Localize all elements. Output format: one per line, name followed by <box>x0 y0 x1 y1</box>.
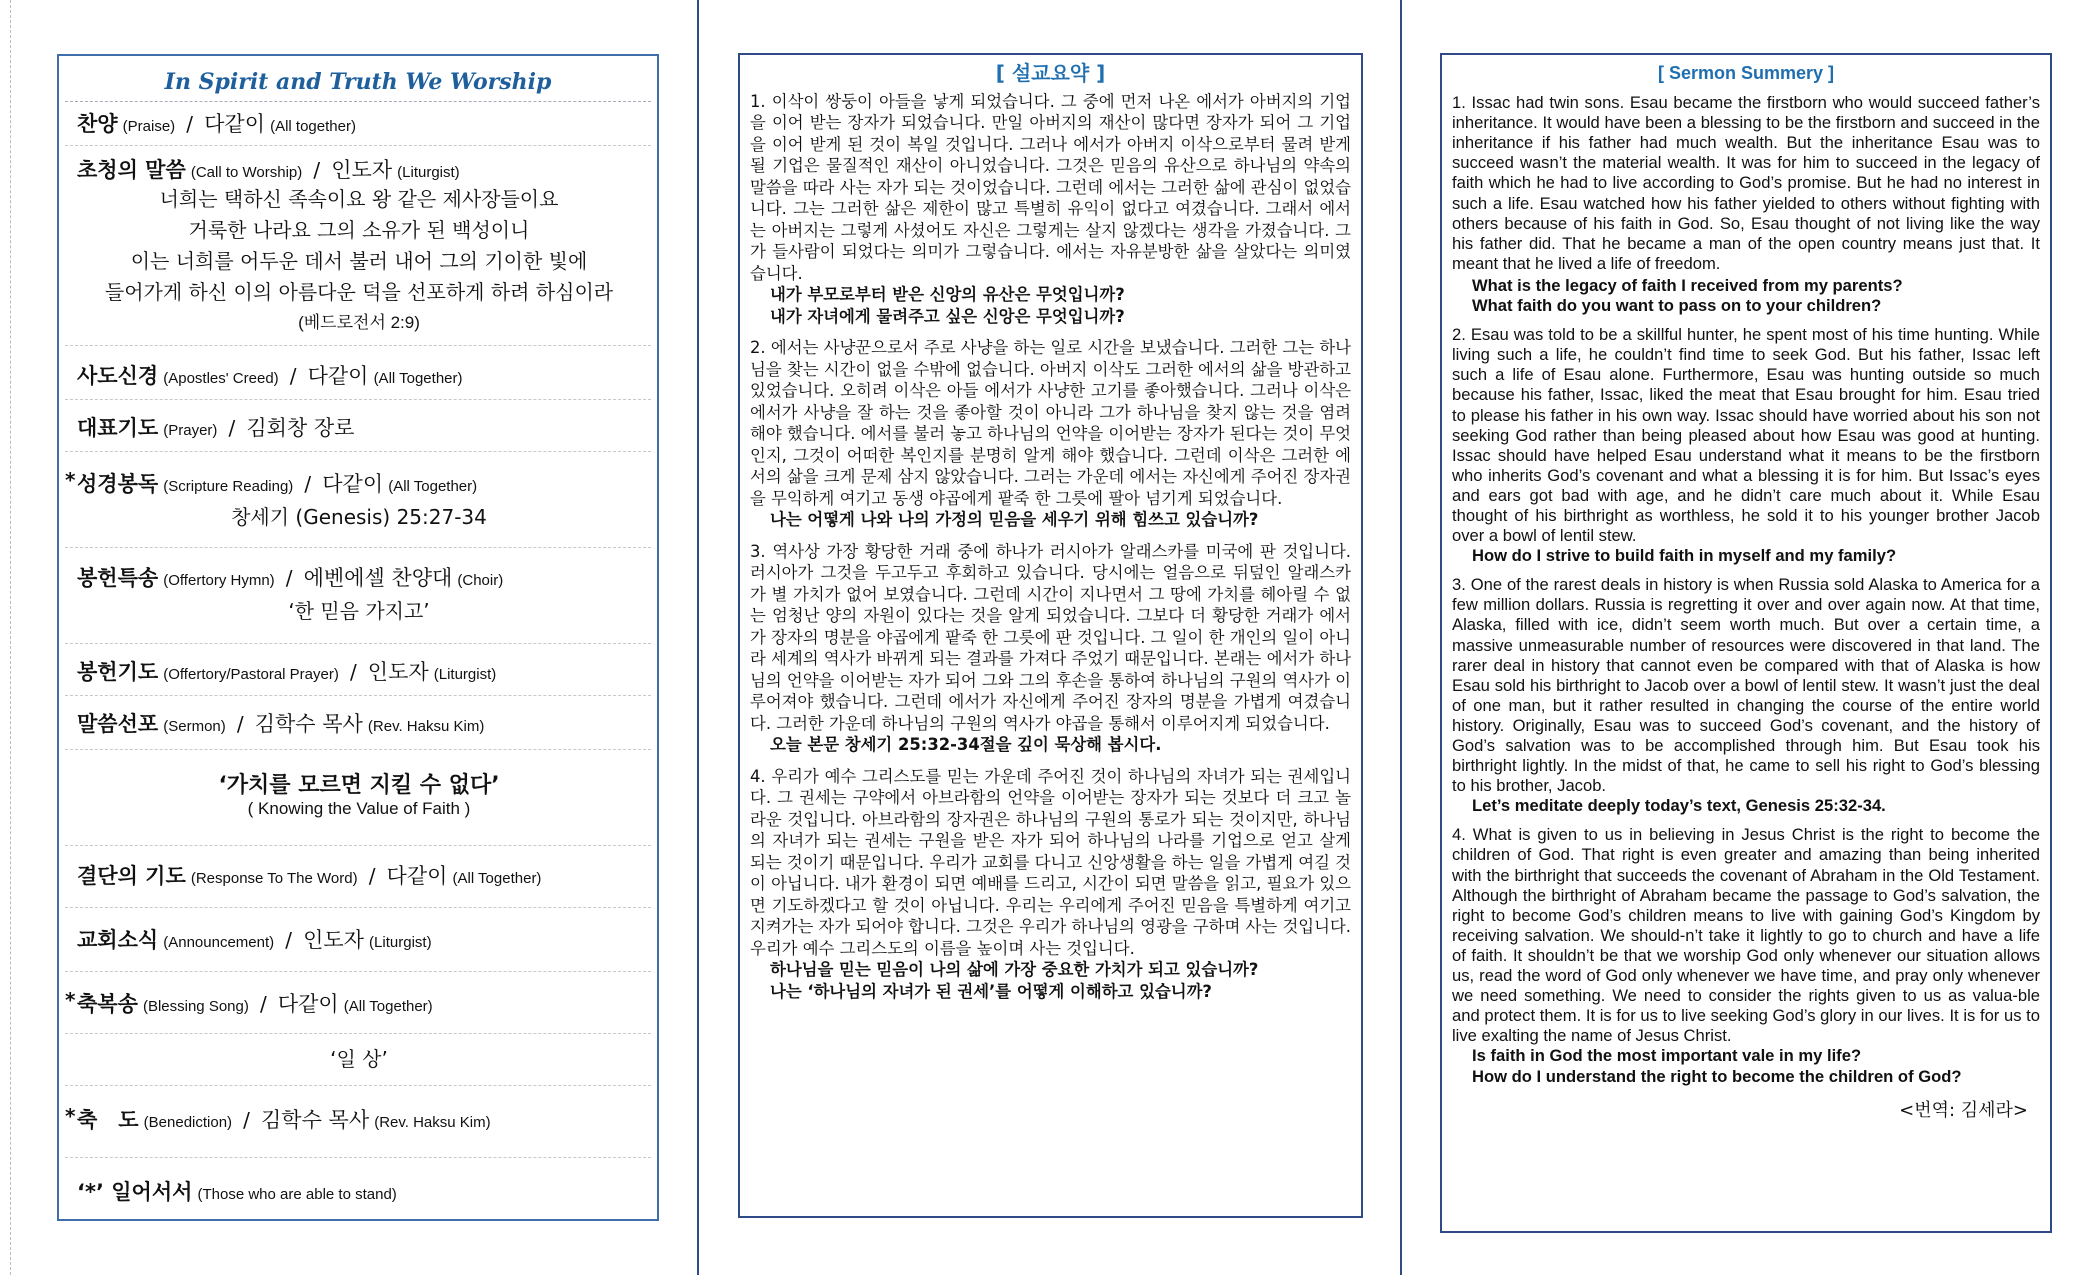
item-name: 찬양 <box>77 112 118 136</box>
item-name: 사도신경 <box>77 364 159 388</box>
item-leader: 다같이 <box>386 864 448 888</box>
reflection-question: What faith do you want to pass on to your children? <box>1472 296 1882 316</box>
sermon-title-block <box>65 750 651 846</box>
item-leader: 에벤에셀 찬양대 <box>303 566 453 590</box>
stand-marker: * <box>65 988 76 1012</box>
item-name: 축복송 <box>77 992 138 1016</box>
summary-title: [ Sermon Summery ] <box>1657 63 1835 83</box>
summary-paragraph: 2. Esau was told to be a skillful hunter, he spent most of his time hunting. While living such a life, he couldn’t find time to seek God. But his father, Issac left such a life of Esau alone. Furthermore, Esau was hunting outside so much because his father, Issac, liked the meat that Esau brought for him. Esau tried to please his father in his own way. Issac should have worried about his son not seeking God rather than being pleased about how Esau was good at hunting. Issac should have helped Esau understand what it means to be the firstborn who inherits God’s covenant and what a blessing it is for him. But Issac’s eyes and ears got bad with age, and he didn’t care much about it. While Esau thought of his birthright as worthless, he sold it to his younger brother Jacob over a bowl of lentil stew. <box>1452 325 2040 546</box>
sermon-title-en: ( Knowing the Value of Faith ) <box>247 799 471 818</box>
item-name-en: (Prayer) <box>163 422 218 439</box>
separator: / <box>259 992 267 1016</box>
reflection-question: 내가 부모로부터 받은 신앙의 유산은 무엇입니까? <box>770 285 1125 304</box>
item-name-en: (Call to Worship) <box>190 164 303 181</box>
order-of-worship <box>57 54 659 1221</box>
item-name-en: (Benediction) <box>143 1114 233 1131</box>
summary-paragraph: 2. 에서는 사냥꾼으로서 주로 사냥을 하는 일로 시간을 보냈습니다. 그러한 그는 하나님을 찾는 시간이 없을 수밖에 없습니다. 아버지 이삭도 그러한 에서의 삶을 방관하고 있었습니다. 오히려 이삭은 아들 에서가 사냥한 고기를 좋아했습니다. 그러나 이삭은 에서가 사냥을 잘 하는 것을 좋아할 것이 아니라 그가 하나님을 찾지 않는 것을 염려해야 했습니다. 에서를 불러 놓고 하나님의 언약을 이어받는 장자가 된다는 것이 무엇인지, 그것이 어떠한 복인지를 분명히 알게 해야 했습니다. 그런데 이삭은 그러한 에서의 삶을 크게 문제 삼지 않았습니다. 그러는 가운데 에서는 자신에게 주어진 장자권을 무익하게 여기고 동생 야곱에게 팥죽 한 그릇에 팔아 넘기게 되었습니다. <box>750 338 1351 508</box>
item-name: 봉헌기도 <box>77 660 159 684</box>
order-item-announcement <box>65 908 651 972</box>
item-leader-en: (Choir) <box>457 572 504 589</box>
order-item-prayer <box>65 400 651 452</box>
item-name: 축 도 <box>77 1108 139 1132</box>
item-name-en: (Announcement) <box>163 934 275 951</box>
order-item-praise <box>65 102 651 146</box>
item-leader: 인도자 <box>367 660 429 684</box>
summary-paragraph: 4. What is given to us in believing in Jesus Christ is the right to become the children of God. That right is even greater and amazing than being inherited with the birthright that succeeds the covenant of Abraham in the Old Testament. Although the birthright of Abraham became the passage to God’s salvation, the right to become God’s children means to live with gaining God’s Kingdom by receiving salvation. We should-n’t take it lightly to go to church and have a life of faith. It shouldn’t be that we worship God only whenever our situation allows us, read the word of God only whenever we have time, and pray only whenever we need something. We need to consider the rights given to us as valua-ble and protect them. It is for us to live seeking God’s glory in our lives. It is for us to live exalting the name of Jesus Christ. <box>1452 825 2040 1046</box>
scripture-reference: (베드로전서 2:9) <box>298 313 420 332</box>
item-leader-en: (All together) <box>270 118 356 135</box>
item-name-en: (Offertory Hymn) <box>163 572 275 589</box>
separator: / <box>285 928 292 952</box>
order-item-scripture-reading <box>65 452 651 548</box>
blessing-song-title <box>65 1034 651 1086</box>
summary-paragraph: 1. Issac had twin sons. Esau became the firstborn who would succeed father’s inheritance. It would have been a blessing to be the firstborn and succeed in the inheritance if his father had much wealth. But the inheritance Esau was to succeed wasn’t the material wealth. It was for him to succeed in the legacy of faith which he had to live according to God’s promise. But he had no interest in such a life. Esau watched how his father yielded to others without fighting with others because of his faith in God. So, Esau thought of not living like the way his father did. That he became a man of the open country means just that. It meant that he lived a life of freedom. <box>1452 93 2040 273</box>
separator: / <box>236 712 244 736</box>
separator: / <box>228 416 236 440</box>
reflection-question: What is the legacy of faith I received from my parents? <box>1472 275 1903 295</box>
item-leader: 인도자 <box>331 158 393 182</box>
item-name: 봉헌특송 <box>77 566 159 590</box>
order-item-offertory-prayer <box>65 644 651 696</box>
english-sermon-summary <box>1440 53 2052 1233</box>
stand-marker: * <box>65 468 76 492</box>
stand-note <box>65 1158 651 1218</box>
stand-note-text: (Those who are able to stand) <box>197 1186 397 1203</box>
reflection-question: 나는 어떻게 나와 나의 가정의 믿음을 세우기 위해 힘쓰고 있습니까? <box>770 510 1259 529</box>
translator-credit: <번역: 김세라> <box>1899 1099 2028 1121</box>
item-leader: 다같이 <box>204 112 265 136</box>
item-name-en: (Offertory/Pastoral Prayer) <box>163 666 339 683</box>
order-item-benediction <box>65 1086 651 1158</box>
scripture-line: 거룩한 나라요 그의 소유가 된 백성이니 <box>188 218 530 242</box>
summary-paragraph: 4. 우리가 예수 그리스도를 믿는 가운데 주어진 것이 하나님의 자녀가 되는 권세입니다. 그 권세는 구약에서 아브라함의 언약을 이어받는 장자가 되는 것보다 더 크고 놀라운 것입니다. 아브라함의 장자권은 하나님의 구원의 통로가 되는 것이지만, 하나님의 자녀가 되는 권세는 구원을 받은 자가 되어 하나님의 나라를 기업으로 얻고 살게 되는 것이기 때문입니다. 우리가 교회를 다니고 신앙생활을 하는 일을 가볍게 여길 것이 아닙니다. 내가 환경이 되면 예배를 드리고, 시간이 되면 말씀을 읽고, 필요가 있으면 기도하겠다고 할 것이 아닙니다. 우리는 우리에게 주어진 믿음을 특별하게 여기고 지켜가는 자가 되어야 합니다. 그것은 우리가 하나님의 영광을 구하며 사는 것입니다. 우리가 예수 그리스도의 이름을 높이며 사는 것입니다. <box>750 766 1351 958</box>
reflection-question: 오늘 본문 창세기 25:32-34절을 깊이 묵상해 봅시다. <box>770 735 1162 754</box>
song-title: ‘일 상’ <box>330 1047 388 1071</box>
reflection-question: Let’s meditate deeply today’s text, Genesis 25:32-34. <box>1472 796 1886 816</box>
hymn-title: ‘한 믿음 가지고’ <box>288 599 430 623</box>
separator: / <box>304 472 312 496</box>
item-leader-en: (All Together) <box>373 370 463 387</box>
order-item-response <box>65 846 651 908</box>
item-leader: 김회창 장로 <box>246 416 355 440</box>
item-leader: 김학수 목사 <box>254 712 363 736</box>
item-leader-en: (All Together) <box>452 870 542 887</box>
reflection-question: Is faith in God the most important vale in my life? <box>1472 1046 1862 1066</box>
item-leader: 다같이 <box>322 472 384 496</box>
panel-divider <box>697 0 699 1275</box>
item-leader-en: (Liturgist) <box>397 164 460 181</box>
item-leader-en: (Rev. Haksu Kim) <box>367 718 485 735</box>
item-name: 말씀선포 <box>77 712 159 736</box>
item-name: 교회소식 <box>77 928 159 952</box>
item-leader-en: (All Together) <box>343 998 433 1015</box>
item-leader-en: (Liturgist) <box>369 934 432 951</box>
item-name: 결단의 기도 <box>77 864 186 888</box>
item-name-en: (Apostles' Creed) <box>163 370 279 387</box>
sermon-title: ‘가치를 모르면 지킬 수 없다’ <box>218 773 500 798</box>
reflection-question: How do I strive to build faith in myself and my family? <box>1472 546 1897 566</box>
order-item-call-to-worship <box>65 146 651 346</box>
item-leader-en: (All Together) <box>388 478 478 495</box>
reflection-question: How do I understand the right to become the children of God? <box>1472 1066 1962 1086</box>
item-name-en: (Sermon) <box>163 718 226 735</box>
item-name: 성경봉독 <box>77 472 159 496</box>
cut-line <box>10 0 11 1275</box>
separator: / <box>368 864 376 888</box>
summary-title: [ 설교요약 ] <box>995 61 1106 85</box>
order-item-offertory-hymn <box>65 548 651 644</box>
item-leader-en: (Rev. Haksu Kim) <box>374 1114 491 1131</box>
summary-paragraph: 3. One of the rarest deals in history is when Russia sold Alaska to America for a few million dollars. Russia is regretting it over and over again now. At that time, Alaska, filled with ice, didn’t seem worth much. But over a certain time, a massive unmeasurable number of resources were discovered in that land. The rarer deal in history that cannot even be compared with that of Alaska is how Esau sold his birthright to Jacob over a bowl of lentil stew. It wasn’t just the deal of one man, but it rather resulted in changing the course of the entire world history. Originally, Esau was to succeed God’s covenant, and the history of God’s salvation was to be accomplished through him. But Esau took his birthright lightly. In the midst of that, he came to sell his right to God’s blessing to his brother, Jacob. <box>1452 575 2040 796</box>
reflection-question: 내가 자녀에게 물려주고 싶은 신앙은 무엇입니까? <box>770 306 1125 326</box>
separator: / <box>186 112 194 136</box>
scripture-line: 너희는 택하신 족속이요 왕 같은 제사장들이요 <box>159 187 559 211</box>
item-name: 초청의 말씀 <box>77 158 186 182</box>
panel-divider <box>1400 0 1402 1275</box>
reflection-question: 하나님을 믿는 믿음이 나의 삶에 가장 중요한 가치가 되고 있습니까? <box>770 960 1259 979</box>
separator: / <box>243 1108 250 1132</box>
item-leader-en: (Liturgist) <box>433 666 497 683</box>
stand-note-label: ‘*’ 일어서서 <box>77 1180 193 1204</box>
summary-paragraph: 3. 역사상 가장 황당한 거래 중에 하나가 러시아가 알래스카를 미국에 판 것입니다. 러시아가 그것을 두고두고 후회하고 있습니다. 당시에는 얼음으로 뒤덮인 알래스카가 별 가치가 없어 보였습니다. 그런데 시간이 지나면서 그 땅에 가치를 헤아릴 수 없는 엄청난 양의 자원이 있다는 것을 알게 되었습니다. 그보다 더 황당한 거래가 에서가 장자의 명분을 야곱에게 팥죽 한 그릇에 판 것입니다. 그 일이 한 개인의 일이 아니라 세계의 역사가 바뀌게 되는 결과를 가져다 주었기 때문입니다. 본래는 에서가 하나님의 언약을 이어받는 자가 되어 그와 그의 후손을 통하여 하나님의 구원의 역사가 이루어져야 했습니다. 그런데 에서가 자신에게 주어진 장자의 명분을 가볍게 여겼습니다. 그러한 가운데 하나님의 구원의 역사가 야곱을 통해서 이루어지게 되었습니다. <box>750 541 1351 733</box>
order-title: In Spirit and Truth We Worship <box>65 62 651 102</box>
separator: / <box>313 158 321 182</box>
item-name: 대표기도 <box>77 416 159 440</box>
item-name-en: (Scripture Reading) <box>163 478 294 495</box>
separator: / <box>289 364 297 388</box>
scripture-line: 이는 너희를 어두운 데서 불러 내어 그의 기이한 빛에 <box>130 249 588 273</box>
order-item-sermon <box>65 696 651 750</box>
item-leader: 다같이 <box>277 992 339 1016</box>
order-item-blessing-song <box>65 972 651 1034</box>
item-leader: 김학수 목사 <box>261 1108 370 1132</box>
item-leader: 다같이 <box>307 364 369 388</box>
item-name-en: (Blessing Song) <box>142 998 249 1015</box>
scripture-line: 들어가게 하신 이의 아름다운 덕을 선포하게 하려 하심이라 <box>104 280 614 304</box>
korean-sermon-summary <box>738 53 1363 1218</box>
order-item-creed <box>65 346 651 400</box>
separator: / <box>285 566 293 590</box>
separator: / <box>349 660 357 684</box>
summary-paragraph: 1. 이삭이 쌍둥이 아들을 낳게 되었습니다. 그 중에 먼저 나온 에서가 아버지의 기업을 이어 받는 장자가 되었습니다. 만일 아버지의 재산이 많다면 장자가 되어 그 기업을 이어 받게 된 것이 복일 것입니다. 그러나 에서가 아버지 이삭으로부터 물려 받게 될 기업은 물질적인 재산이 아니었습니다. 그것은 믿음의 유산으로 하나님의 약속의 말씀을 따라 사는 자가 되는 것이었습니다. 그런데 에서는 그러한 삶에 관심이 없었습니다. 그는 그러한 삶은 제한이 많고 특별히 유익이 없다고 여겼습니다. 그래서 에서는 아버지는 그렇게 사셨어도 자신은 그렇게는 살지 않겠다는 생각을 가졌습니다. 그가 들사람이 되었다는 의미가 그렇습니다. 에서는 자유분방한 삶을 살았다는 의미였습니다. <box>750 91 1351 283</box>
reflection-question: 나는 ‘하나님의 자녀가 된 권세’를 어떻게 이해하고 있습니까? <box>770 981 1212 1001</box>
scripture-passage: 창세기 (Genesis) 25:27-34 <box>231 505 487 529</box>
item-leader: 인도자 <box>303 928 364 952</box>
item-name-en: (Praise) <box>122 118 176 135</box>
item-name-en: (Response To The Word) <box>190 870 358 887</box>
stand-marker: * <box>65 1104 76 1128</box>
